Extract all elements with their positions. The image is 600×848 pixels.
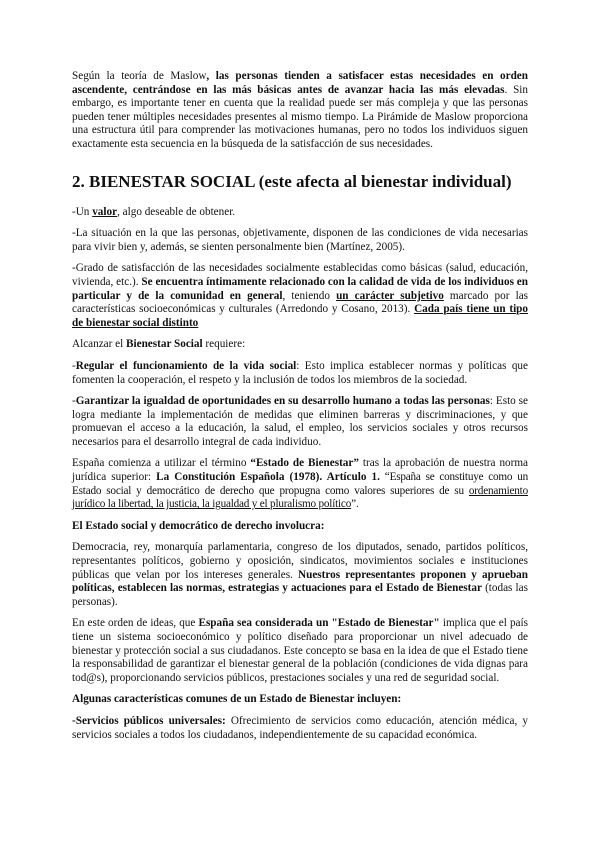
- order-paragraph: En este orden de ideas, que España sea considerada un "Estado de Bienestar" implica que el país tiene un sistema socioeconómico y político diseñado para proporcionar un nivel adecuado de bienestar y protección social a sus ciudadanos. Este concepto se basa en la idea de que el Estado tiene la responsabilidad de garantizar el bienestar general de la población (condiciones de vida dignas para tod@s), proporcionando servicios públicos, prestaciones sociales y una red de seguridad social.: [72, 617, 528, 684]
- estado-heading: El Estado social y democrático de derecho involucra:: [72, 519, 325, 532]
- requirement-regulate: -Regular el funcionamiento de la vida social: Esto implica establecer normas y políticas que fomenten la cooperación, el respeto y la inclusión de todos los miembros de la sociedad.: [72, 359, 528, 386]
- intro-paragraph: Según la teoría de Maslow, las personas tienden a satisfacer estas necesidades en orden ascendente, centrándose en las más básicas antes de avanzar hacia las más elevadas. Sin embargo, es importante tener en cuenta que la realidad puede ser más compleja y que las personas pueden tener múltiples necesidades presentes al mismo tiempo. La Pirámide de Maslow proporciona una estructura útil para comprender las motivaciones humanas, pero no todos los individuos siguen exactamente esta secuencia en la búsqueda de la satisfacción de sus necesidades.: [72, 70, 528, 150]
- features-heading: Algunas características comunes de un Estado de Bienestar incluyen:: [72, 693, 402, 706]
- section-subtitle: (este afecta al bienestar individual): [254, 171, 512, 191]
- section-heading: [72, 172, 528, 192]
- requirements-intro: Alcanzar el Bienestar Social requiere:: [72, 338, 246, 351]
- democracy-paragraph: Democracia, rey, monarquía parlamentaria, congreso de los diputados, senado, partidos políticos, representantes políticos, gobierno y oposición, sindicatos, movimientos sociales e instituciones públicas que velan por los intereses generales. Nuestros representantes proponen y aprueban políticas, establecen las normas, estrategias y actuaciones para el Estado de Bienestar (todas las personas).: [72, 541, 528, 608]
- definition-value: -Un valor, algo deseable de obtener.: [72, 205, 236, 218]
- feature-public-services: -Servicios públicos universales: Ofrecimiento de servicios como educación, atención médica, y servicios sociales a todos los ciudadanos, independientemente de su capacidad económica.: [72, 714, 528, 741]
- definition-satisfaction: -Grado de satisfacción de las necesidades socialmente establecidas como básicas (salud, educación, vivienda, etc.). Se encuentra íntimamente relacionado con la calidad de vida de los individuos en particular y de la comunidad en general, teniendo un carácter subjetivo marcado por las características socioeconómicas y culturales (Arredondo y Cosano, 2013). Cada país tiene un tipo de bienestar social distinto: [72, 262, 529, 329]
- requirement-equality: -Garantizar la igualdad de oportunidades en su desarrollo humano a todas las personas: Esto se logra mediante la implementación de medidas que eliminen barreras y discriminaciones, y que promuevan el acceso a la educación, la salud, el empleo, los servicios sociales y otros recursos necesarios para el desarrollo integral de cada individuo.: [72, 395, 528, 448]
- section-title: 2. BIENESTAR SOCIAL: [72, 171, 255, 191]
- definition-situation: -La situación en la que las personas, objetivamente, disponen de las condiciones de vida necesarias para vivir bien y, además, se sienten personalmente bien (Martínez, 2005).: [72, 227, 528, 253]
- spain-paragraph: España comienza a utilizar el término “Estado de Bienestar” tras la aprobación de nuestra norma jurídica superior: La Constitución Española (1978). Artículo 1. “España se constituye como un Estado social y democrático de derecho que propugna como valores superiores de su ordenamiento jurídico la libertad, la justicia, la igualdad y el pluralismo político”.: [72, 457, 529, 511]
